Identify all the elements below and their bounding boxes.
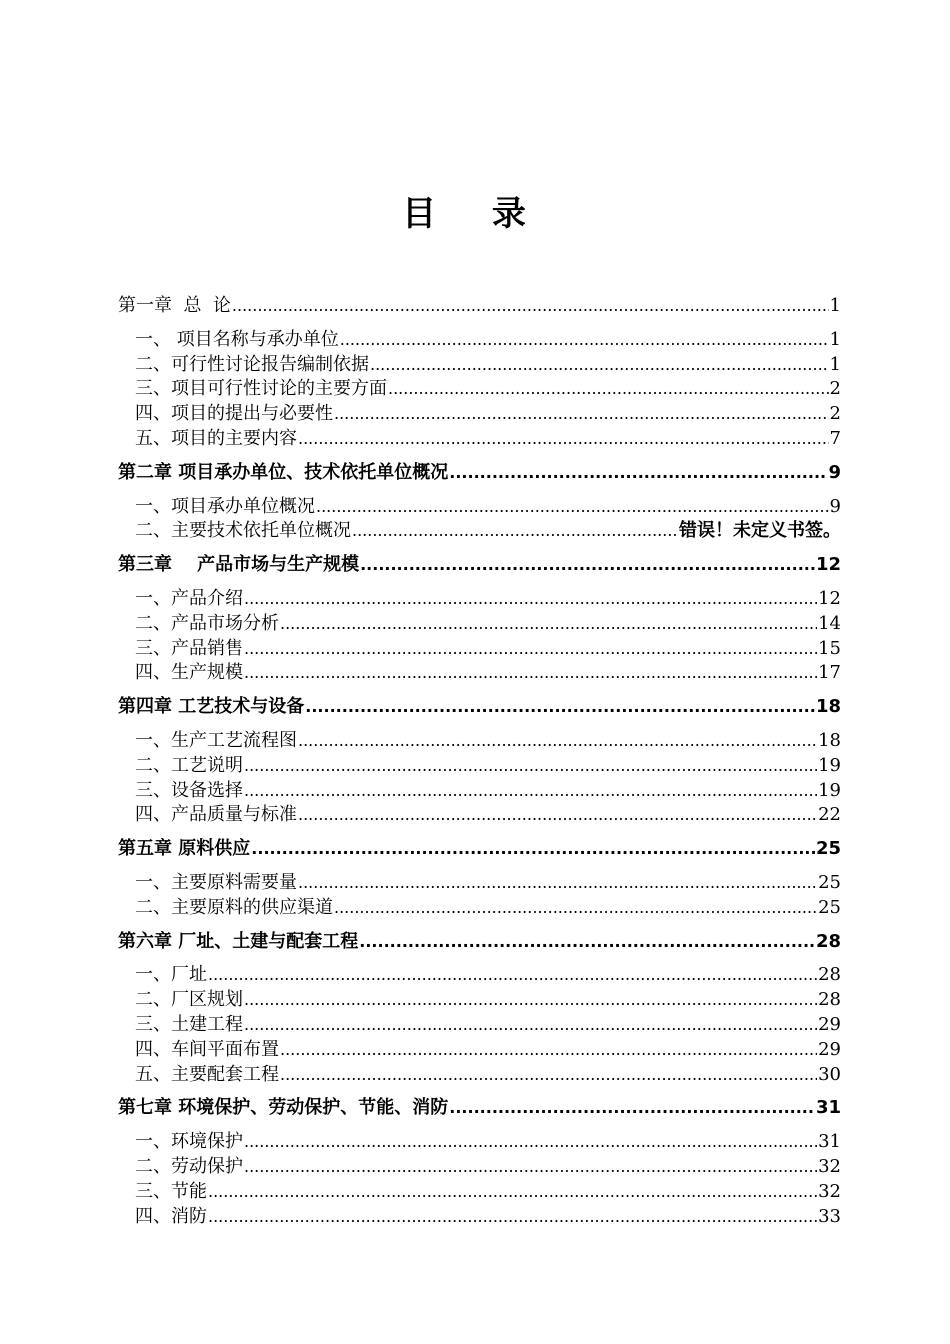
toc-page-number: 1 [829, 353, 841, 375]
toc-dot-leader [280, 612, 817, 637]
toc-dot-leader [305, 695, 815, 720]
toc-section-entry[interactable] [118, 587, 841, 612]
toc-dot-leader [298, 803, 817, 828]
toc-section-entry[interactable] [118, 402, 841, 427]
toc-section-entry[interactable] [118, 803, 841, 828]
toc-entry-label: 三、项目可行性讨论的主要方面 [135, 378, 387, 400]
toc-page-number: 12 [818, 587, 841, 609]
toc-section-entry[interactable] [118, 377, 841, 402]
toc-page-number: 29 [818, 1038, 841, 1060]
toc-entry-label: 一、项目承办单位概况 [135, 495, 315, 517]
toc-page-number: 1 [829, 295, 841, 316]
toc-page-number: 2 [829, 378, 841, 400]
toc-dot-leader [298, 427, 829, 452]
toc-dot-leader [316, 495, 829, 520]
toc-dot-leader [244, 661, 817, 686]
toc-entry-label: 第四章 工艺技术与设备 [118, 696, 305, 718]
toc-page-number: 18 [815, 696, 841, 718]
toc-page-number: 19 [818, 779, 841, 801]
toc-section-entry[interactable] [118, 1180, 841, 1205]
toc-page-number: 14 [818, 612, 841, 634]
toc-entry-label: 四、项目的提出与必要性 [135, 403, 333, 425]
toc-dot-leader [280, 1038, 817, 1063]
toc-entry-label: 三、产品销售 [135, 637, 243, 659]
toc-dot-leader [334, 402, 829, 427]
toc-dot-leader [232, 294, 829, 319]
toc-entry-label: 第二章 项目承办单位、技术依托单位概况 [118, 461, 449, 483]
toc-dot-leader [352, 519, 678, 544]
toc-page-number: 19 [818, 754, 841, 776]
toc-page-number: 17 [818, 662, 841, 684]
toc-entry-label: 一、主要原料需要量 [135, 871, 297, 893]
toc-dot-leader [244, 1155, 817, 1180]
toc-chapter-entry[interactable] [118, 695, 841, 720]
toc-page-number: 28 [815, 930, 841, 952]
toc-entry-label: 四、生产规模 [135, 662, 243, 684]
toc-page-number: 7 [829, 427, 841, 449]
toc-entry-label: 四、车间平面布置 [135, 1038, 279, 1060]
toc-entry-label: 三、土建工程 [135, 1013, 243, 1035]
toc-entry-label: 二、主要原料的供应渠道 [135, 896, 333, 918]
toc-page-number: 31 [818, 1131, 841, 1153]
toc-entry-label: 四、消防 [135, 1205, 207, 1227]
toc-chapter-entry[interactable] [118, 930, 841, 955]
toc-entry-label: 一、环境保护 [135, 1131, 243, 1153]
toc-page-number: 错误！未定义书签。 [679, 520, 841, 542]
toc-entry-label: 二、厂区规划 [135, 989, 243, 1011]
toc-section-entry[interactable] [118, 1038, 841, 1063]
toc-dot-leader [449, 461, 827, 486]
toc-dot-leader [280, 1063, 817, 1088]
toc-section-entry[interactable] [118, 1205, 841, 1230]
toc-page-number: 18 [818, 729, 841, 751]
toc-entry-label: 五、项目的主要内容 [135, 427, 297, 449]
toc-entry-label: 第五章 原料供应 [118, 838, 251, 860]
toc-chapter-entry[interactable] [118, 461, 841, 486]
toc-section-entry[interactable] [118, 661, 841, 686]
toc-page-number: 32 [818, 1155, 841, 1177]
toc-page-number: 12 [815, 554, 841, 576]
toc-section-entry[interactable] [118, 1155, 841, 1180]
toc-page-number: 25 [818, 896, 841, 918]
toc-section-entry[interactable] [118, 1130, 841, 1155]
toc-entry-label: 一、 项目名称与承办单位 [135, 328, 339, 350]
toc-entry-label: 四、产品质量与标准 [135, 804, 297, 826]
toc-section-entry[interactable] [118, 1013, 841, 1038]
toc-dot-leader [340, 328, 829, 353]
toc-page-number: 25 [818, 871, 841, 893]
toc-section-entry[interactable] [118, 963, 841, 988]
toc-dot-leader [359, 930, 815, 955]
toc-section-entry[interactable] [118, 353, 841, 378]
toc-entry-label: 二、可行性讨论报告编制依据 [135, 353, 369, 375]
toc-page-number: 29 [818, 1013, 841, 1035]
toc-page-number: 28 [818, 964, 841, 986]
toc-dot-leader [360, 553, 815, 578]
toc-page-number: 33 [818, 1205, 841, 1227]
toc-dot-leader [208, 963, 817, 988]
toc-section-entry[interactable] [118, 729, 841, 754]
toc-dot-leader [449, 1096, 815, 1121]
toc-section-entry[interactable] [118, 779, 841, 804]
toc-dot-leader [244, 1013, 817, 1038]
toc-dot-leader [208, 1180, 817, 1205]
toc-section-entry[interactable] [118, 988, 841, 1013]
toc-dot-leader [298, 871, 817, 896]
toc-section-entry[interactable] [118, 754, 841, 779]
toc-dot-leader [244, 637, 817, 662]
toc-section-entry[interactable] [118, 1063, 841, 1088]
toc-section-entry[interactable] [118, 896, 841, 921]
toc-chapter-entry[interactable] [118, 553, 841, 578]
toc-page-number: 30 [818, 1063, 841, 1085]
toc-section-entry[interactable] [118, 427, 841, 452]
toc-dot-leader [370, 353, 829, 378]
toc-entry-label: 一、生产工艺流程图 [135, 729, 297, 751]
toc-page-number: 9 [828, 461, 841, 483]
toc-entry-label: 二、工艺说明 [135, 754, 243, 776]
table-of-contents [118, 294, 841, 1229]
toc-chapter-entry[interactable] [118, 294, 841, 319]
toc-section-entry[interactable] [118, 637, 841, 662]
toc-entry-label: 第一章 总 论 [118, 295, 231, 316]
toc-page-number: 25 [815, 838, 841, 860]
toc-dot-leader [251, 837, 815, 862]
toc-entry-label: 五、主要配套工程 [135, 1063, 279, 1085]
toc-page-number: 15 [818, 637, 841, 659]
toc-entry-label: 一、厂址 [135, 964, 207, 986]
toc-section-entry[interactable] [118, 495, 841, 520]
toc-page-number: 1 [829, 328, 841, 350]
toc-dot-leader [244, 779, 817, 804]
toc-page-number: 2 [829, 403, 841, 425]
toc-dot-leader [244, 988, 817, 1013]
toc-dot-leader [244, 754, 817, 779]
toc-section-entry[interactable] [118, 612, 841, 637]
toc-dot-leader [244, 1130, 817, 1155]
toc-dot-leader [208, 1205, 817, 1230]
toc-section-entry[interactable] [118, 519, 841, 544]
toc-entry-label: 第七章 环境保护、劳动保护、节能、消防 [118, 1097, 449, 1119]
toc-page-number: 28 [818, 989, 841, 1011]
toc-entry-label: 二、主要技术依托单位概况 [135, 520, 351, 542]
toc-entry-label: 三、设备选择 [135, 779, 243, 801]
toc-page-number: 9 [829, 495, 841, 517]
toc-chapter-entry[interactable] [118, 837, 841, 862]
toc-entry-label: 三、节能 [135, 1180, 207, 1202]
toc-dot-leader [298, 729, 817, 754]
toc-page-number: 32 [818, 1180, 841, 1202]
toc-dot-leader [244, 587, 817, 612]
toc-section-entry[interactable] [118, 328, 841, 353]
toc-entry-label: 二、劳动保护 [135, 1155, 243, 1177]
toc-dot-leader [334, 896, 817, 921]
toc-entry-label: 一、产品介绍 [135, 587, 243, 609]
toc-entry-label: 第三章 产品市场与生产规模 [118, 554, 360, 576]
toc-entry-label: 二、产品市场分析 [135, 612, 279, 634]
toc-entry-label: 第六章 厂址、土建与配套工程 [118, 930, 359, 952]
page-title: 目 录 [402, 194, 548, 234]
toc-chapter-entry[interactable] [118, 1096, 841, 1121]
toc-page-number: 22 [818, 804, 841, 826]
toc-page-number: 31 [815, 1097, 841, 1119]
toc-dot-leader [388, 377, 829, 402]
toc-section-entry[interactable] [118, 871, 841, 896]
